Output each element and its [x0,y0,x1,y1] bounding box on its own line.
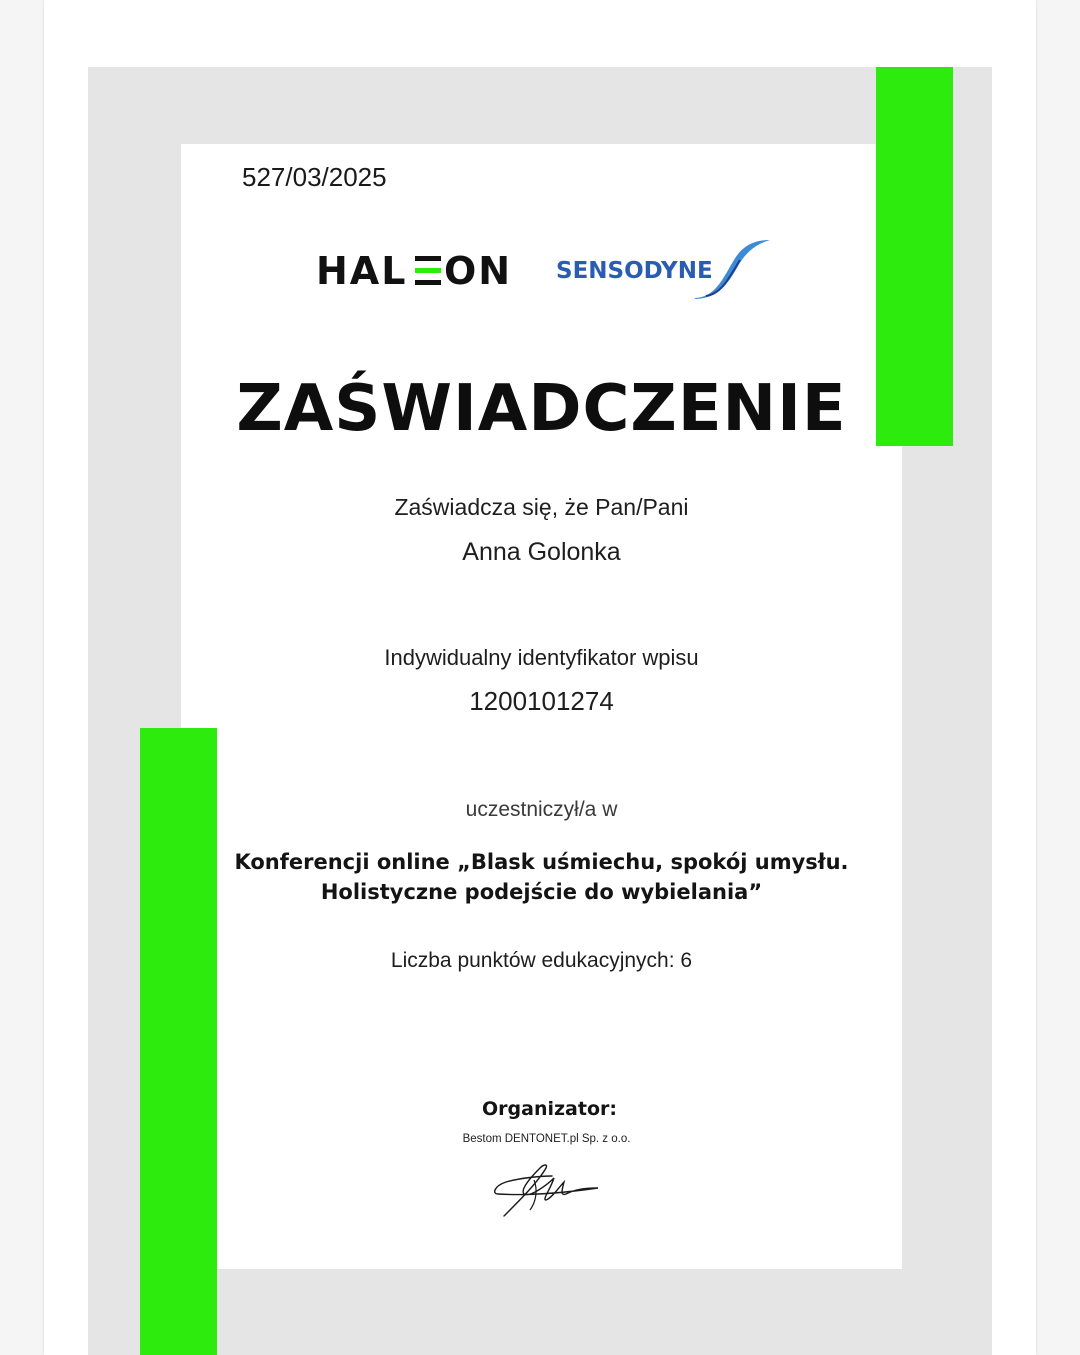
entry-id-label: Indywidualny identyfikator wpisu [384,645,699,670]
intro-text: Zaświadcza się, że Pan/Pani [394,494,689,520]
conference-title [181,847,902,907]
signature-image [490,1160,605,1225]
participant-name: Anna Golonka [462,538,621,566]
svg-text:HAL: HAL [316,250,408,290]
education-points: Liczba punktów edukacyjnych: 6 [390,949,693,972]
svg-text:ON: ON [444,250,512,290]
entry-id-value: 1200101274 [469,686,614,716]
green-accent-bar-bottom [140,728,217,1355]
conference-title-line2: Holistyczne podejście do wybielania” [320,880,763,904]
haleon-logo [316,250,512,295]
organizer-name: Bestom DENTONET.pl Sp. z o.o. [462,1133,631,1145]
sensodyne-logo [556,236,776,309]
conference-title-line1: Konferencji online „Blask uśmiechu, spokój umysłu. [234,850,849,874]
certificate-number: 527/03/2025 [242,162,387,192]
organizer-label: Organizator: [482,1098,617,1120]
participated-text: uczestniczył/a w [465,798,618,821]
certificate-title: ZAŚWIADCZENIE [236,372,847,446]
svg-text:SENSODYNE: SENSODYNE [556,258,713,284]
